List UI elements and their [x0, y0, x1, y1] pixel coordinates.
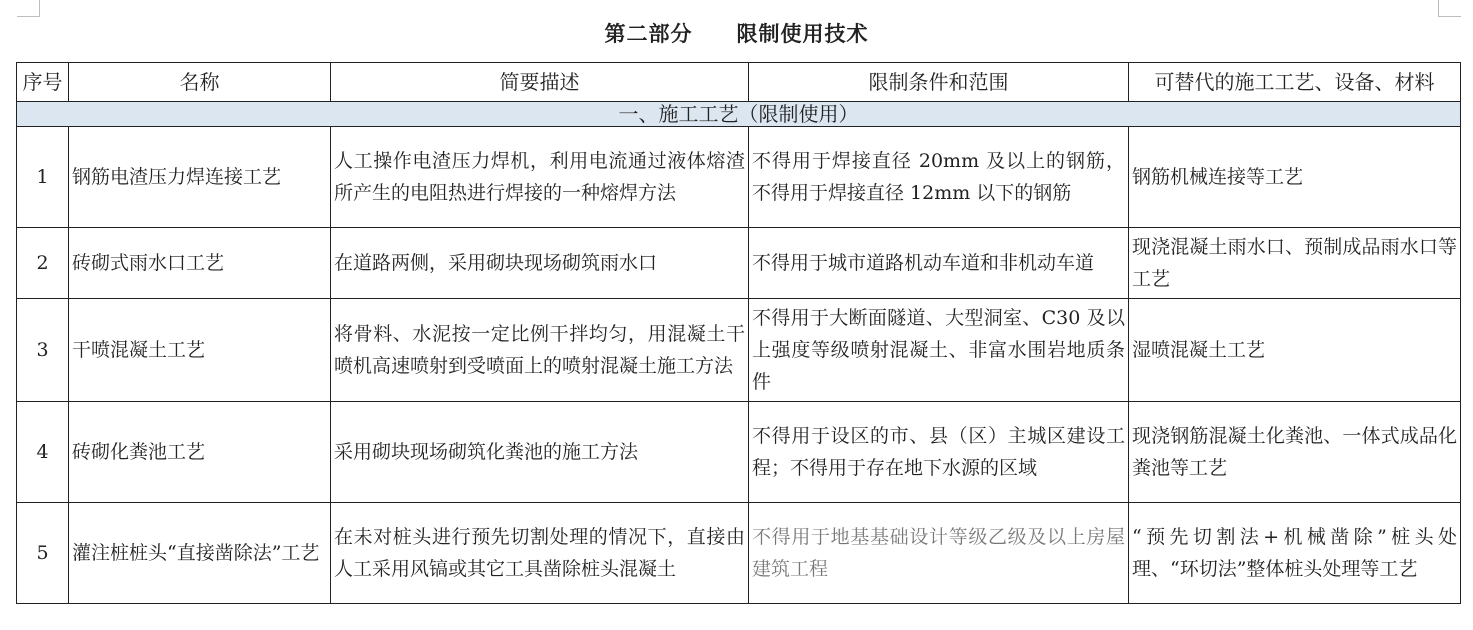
- table-row: [17, 228, 1461, 299]
- row-description: 人工操作电渣压力焊机，利用电流通过液体熔渣所产生的电阻热进行焊接的一种熔焊方法: [331, 127, 749, 228]
- table-row: [17, 402, 1461, 503]
- row-description: 在未对桩头进行预先切割处理的情况下，直接由人工采用风镐或其它工具凿除桩头混凝土: [331, 503, 749, 604]
- page-corner-mark-left: [17, 0, 40, 17]
- row-restriction: 不得用于设区的市、县（区）主城区建设工程；不得用于存在地下水源的区域: [749, 402, 1129, 503]
- row-alternative: 湿喷混凝土工艺: [1129, 299, 1461, 402]
- header-number: 序号: [17, 63, 69, 102]
- page-title: 第二部分 限制使用技术: [604, 22, 869, 46]
- row-name: 干喷混凝土工艺: [69, 299, 331, 402]
- row-name: 灌注桩桩头“直接凿除法”工艺: [69, 503, 331, 604]
- table-row: [17, 503, 1461, 604]
- row-alternative: 钢筋机械连接等工艺: [1129, 127, 1461, 228]
- restricted-technology-table: [16, 62, 1461, 604]
- section-heading: 一、施工工艺（限制使用）: [17, 102, 1461, 127]
- row-name: 钢筋电渣压力焊连接工艺: [69, 127, 331, 228]
- row-number: 4: [17, 402, 69, 503]
- row-description: 将骨料、水泥按一定比例干拌均匀，用混凝土干喷机高速喷射到受喷面上的喷射混凝土施工方法: [331, 299, 749, 402]
- row-restriction: 不得用于地基基础设计等级乙级及以上房屋建筑工程: [749, 503, 1129, 604]
- row-alternative: 现浇钢筋混凝土化粪池、一体式成品化粪池等工艺: [1129, 402, 1461, 503]
- row-alternative: 现浇混凝土雨水口、预制成品雨水口等工艺: [1129, 228, 1461, 299]
- table-row: [17, 299, 1461, 402]
- row-number: 1: [17, 127, 69, 228]
- header-alternative: 可替代的施工工艺、设备、材料: [1129, 63, 1461, 102]
- table-row: [17, 127, 1461, 228]
- row-restriction: 不得用于焊接直径 20mm 及以上的钢筋，不得用于焊接直径 12mm 以下的钢筋: [749, 127, 1129, 228]
- section-row: [17, 102, 1461, 127]
- table-header-row: [17, 63, 1461, 102]
- row-number: 5: [17, 503, 69, 604]
- header-restriction: 限制条件和范围: [749, 63, 1129, 102]
- row-number: 3: [17, 299, 69, 402]
- row-name: 砖砌式雨水口工艺: [69, 228, 331, 299]
- header-description: 简要描述: [331, 63, 749, 102]
- header-name: 名称: [69, 63, 331, 102]
- row-name: 砖砌化粪池工艺: [69, 402, 331, 503]
- page-corner-mark-right: [1438, 0, 1461, 17]
- row-description: 在道路两侧，采用砌块现场砌筑雨水口: [331, 228, 749, 299]
- row-number: 2: [17, 228, 69, 299]
- row-description: 采用砌块现场砌筑化粪池的施工方法: [331, 402, 749, 503]
- row-restriction: 不得用于城市道路机动车道和非机动车道: [749, 228, 1129, 299]
- row-restriction: 不得用于大断面隧道、大型洞室、C30 及以上强度等级喷射混凝土、非富水围岩地质条件: [749, 299, 1129, 402]
- row-alternative: “预先切割法+机械凿除”桩头处理、“环切法”整体桩头处理等工艺: [1129, 503, 1461, 604]
